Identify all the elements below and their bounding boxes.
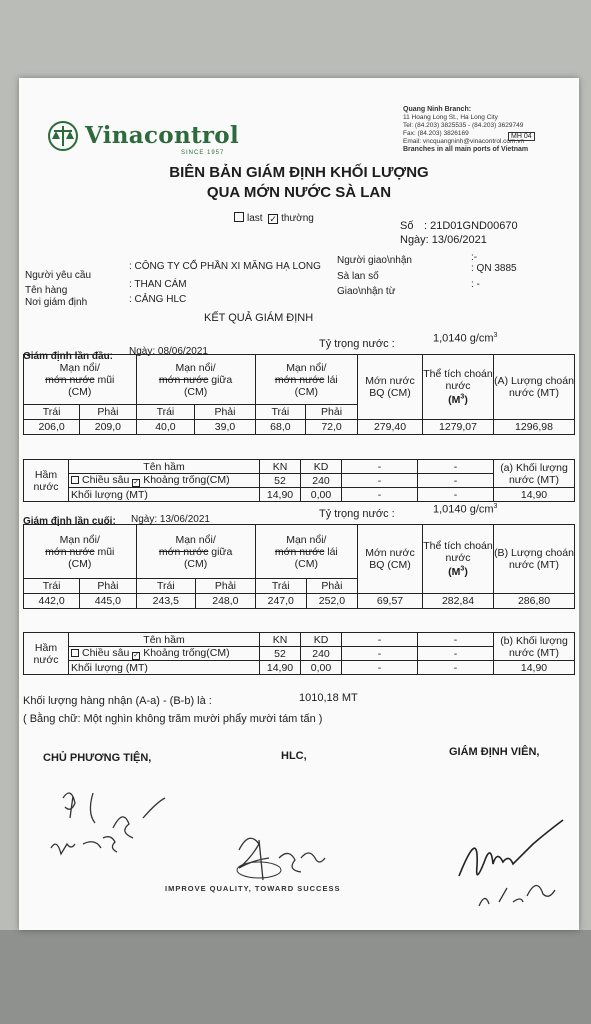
table-cell: 206,0 bbox=[24, 420, 80, 435]
slogan: IMPROVE QUALITY, TOWARD SUCCESS bbox=[165, 884, 341, 893]
table-cell: 240 bbox=[301, 647, 342, 661]
density-value-2: 1,0140 $g/cm^3$ bbox=[433, 503, 498, 516]
bow-header: Mạn nổi/ mớn nước mũi (CM) bbox=[24, 355, 137, 405]
from-label: Giao\nhận từ bbox=[337, 286, 396, 297]
hlc-signature-label: HLC, bbox=[281, 750, 307, 762]
tank-header: Hầm nước bbox=[24, 633, 69, 675]
branch-title: Quang Ninh Branch: bbox=[403, 106, 472, 113]
table-cell: - bbox=[342, 474, 418, 488]
place-value: : CẢNG HLC bbox=[129, 294, 187, 305]
table-cell: 52 bbox=[260, 474, 301, 488]
tank-name-header: Tên hầm bbox=[69, 460, 260, 474]
table-cell: 252,0 bbox=[306, 594, 357, 609]
owner-signature-label: CHỦ PHƯƠNG TIỆN, bbox=[43, 752, 152, 764]
table-cell: 39,0 bbox=[195, 420, 255, 435]
table-cell: - bbox=[342, 661, 418, 675]
survey-document bbox=[19, 78, 579, 930]
table-cell: 248,0 bbox=[196, 594, 256, 609]
requester-value: : CÔNG TY CỔ PHẦN XI MĂNG HẠ LONG bbox=[129, 261, 321, 272]
table-cell: 72,0 bbox=[306, 420, 358, 435]
left-label: Trái bbox=[136, 579, 196, 594]
branch-info bbox=[403, 106, 528, 154]
depth-gap-label: Chiều sâu ✓ Khoảng trống(CM) bbox=[69, 474, 260, 488]
brand-since: SINCE 1957 bbox=[181, 150, 225, 156]
table-cell: 243,5 bbox=[136, 594, 196, 609]
result-title: KẾT QUẢ GIÁM ĐỊNH bbox=[204, 312, 314, 324]
mass-label: Khối lượng (MT) bbox=[69, 661, 260, 675]
doc-code: MH 04 bbox=[508, 132, 535, 141]
displacement-a-header: (A) Lượng choán nước (MT) bbox=[494, 355, 575, 420]
option-last-label: last bbox=[247, 213, 263, 224]
water-a-label: (a) Khối lượng nước (MT) bbox=[494, 460, 575, 488]
table-cell: 0,00 bbox=[301, 488, 342, 502]
deliverer-value: :- bbox=[471, 252, 478, 263]
checkbox-normal[interactable]: ✓ bbox=[269, 214, 277, 224]
density-number: 1,0140 g/cm bbox=[433, 503, 494, 516]
right-label: Phải bbox=[306, 579, 357, 594]
table-cell: 68,0 bbox=[255, 420, 305, 435]
table-cell: 14,90 bbox=[260, 661, 301, 675]
table-cell: - bbox=[342, 460, 418, 474]
water-a-value: 14,90 bbox=[494, 488, 575, 502]
tank-header: Hầm nước bbox=[24, 460, 69, 502]
branch-line: Email: vncquangninh@vinacontrol.com.vn bbox=[403, 138, 525, 145]
table-cell: 247,0 bbox=[255, 594, 306, 609]
table-cell: 282,84 bbox=[423, 594, 494, 609]
right-label: Phải bbox=[196, 579, 256, 594]
table-cell: - bbox=[418, 633, 494, 647]
displacement-b-header: (B) Lượng choán nước (MT) bbox=[494, 525, 575, 594]
surveyor-signature-label: GIÁM ĐỊNH VIÊN, bbox=[449, 746, 540, 758]
last-survey-title: Giám định lần cuối: bbox=[23, 516, 116, 527]
cargo-value: 1010,18 MT bbox=[299, 692, 358, 704]
ballast-table-2 bbox=[23, 632, 575, 675]
ballast-table-1 bbox=[23, 459, 575, 502]
volume-header: Thể tích choán nước $(M^3)$ bbox=[423, 355, 494, 420]
goods-label: Tên hàng bbox=[25, 285, 68, 296]
table-cell: - bbox=[418, 661, 494, 675]
doc-subtitle: QUA MỚN NƯỚC SÀ LAN bbox=[206, 184, 392, 201]
table-cell: 52 bbox=[260, 647, 301, 661]
density-label-2: Tỷ trọng nước : bbox=[319, 508, 395, 520]
mid-header: Mạn nổi/ mớn nước giữa (CM) bbox=[136, 525, 255, 579]
right-label: Phải bbox=[80, 405, 136, 420]
kn-header: KN bbox=[260, 633, 301, 647]
option-normal-label: thường bbox=[281, 213, 314, 224]
branch-line: Branches in all main ports of Vietnam bbox=[403, 146, 529, 153]
scale-logo-icon bbox=[47, 120, 79, 152]
table-cell: 442,0 bbox=[24, 594, 80, 609]
kd-header: KD bbox=[301, 460, 342, 474]
right-label: Phải bbox=[306, 405, 358, 420]
report-date: Ngày: 13/06/2021 bbox=[400, 234, 487, 246]
left-label: Trái bbox=[255, 405, 305, 420]
table-cell: 209,0 bbox=[80, 420, 136, 435]
amount-in-words: ( Bằng chữ: Một nghìn không trăm mười phẩy mười tám tấn ) bbox=[23, 713, 323, 725]
avg-draft-header: Mớn nước BQ (CM) bbox=[358, 355, 423, 420]
table-cell: - bbox=[342, 647, 418, 661]
surveyor-signature bbox=[449, 816, 575, 916]
table-cell: 286,80 bbox=[494, 594, 575, 609]
first-survey-date: Ngày: 08/06/2021 bbox=[129, 346, 208, 357]
cargo-label: Khối lượng hàng nhận (A-a) - (B-b) là : bbox=[23, 695, 212, 707]
density-label: Tỷ trọng nước : bbox=[319, 338, 395, 350]
report-number-label: Số bbox=[400, 220, 414, 232]
table-cell: - bbox=[418, 488, 494, 502]
deliverer-label: Người giao\nhận bbox=[337, 255, 412, 266]
first-draft-table bbox=[23, 354, 575, 435]
left-label: Trái bbox=[136, 405, 195, 420]
first-survey-title: Giám định lần đầu: bbox=[23, 351, 114, 362]
barge-value: : QN 3885 bbox=[471, 263, 517, 274]
tank-name-header: Tên hầm bbox=[69, 633, 260, 647]
brand-name: Vinacontrol bbox=[85, 122, 239, 149]
kd-header: KD bbox=[301, 633, 342, 647]
table-cell: - bbox=[342, 488, 418, 502]
table-cell: - bbox=[418, 647, 494, 661]
branch-line: Tel: (84.203) 3825535 - (84.203) 3629749 bbox=[403, 122, 524, 129]
background-floor bbox=[0, 930, 591, 1024]
left-label: Trái bbox=[255, 579, 306, 594]
barge-label: Sà lan số bbox=[337, 271, 379, 282]
owner-signature bbox=[43, 778, 183, 873]
table-cell: 1279,07 bbox=[423, 420, 494, 435]
stern-header: Mạn nổi/ mớn nước lái (CM) bbox=[255, 525, 357, 579]
mid-header: Mạn nổi/ mớn nước giữa (CM) bbox=[136, 355, 255, 405]
report-number: : 21D01GND00670 bbox=[424, 220, 518, 232]
doc-title: BIÊN BẢN GIÁM ĐỊNH KHỐI LƯỢNG bbox=[169, 164, 429, 181]
branch-line: Fax: (84.203) 3826169 bbox=[403, 130, 469, 137]
goods-value: : THAN CÁM bbox=[129, 279, 187, 290]
last-survey-date: Ngày: 13/06/2021 bbox=[131, 514, 210, 525]
branch-line: 11 Hoang Long St., Ha Long City bbox=[403, 114, 498, 121]
table-cell: - bbox=[418, 474, 494, 488]
left-label: Trái bbox=[24, 405, 80, 420]
density-value: 1,0140 $g/cm^3$ bbox=[433, 332, 498, 345]
kn-header: KN bbox=[260, 460, 301, 474]
requester-label: Người yêu cầu bbox=[25, 270, 92, 281]
avg-draft-header: Mớn nước BQ (CM) bbox=[358, 525, 423, 594]
right-label: Phải bbox=[80, 579, 136, 594]
type-options bbox=[234, 212, 314, 224]
table-cell: 14,90 bbox=[260, 488, 301, 502]
table-cell: 445,0 bbox=[80, 594, 136, 609]
from-value: : - bbox=[471, 279, 480, 290]
bow-header: Mạn nổi/ mớn nước mũi (CM) bbox=[24, 525, 137, 579]
volume-header: Thể tích choán nước $(M^3)$ bbox=[423, 525, 494, 594]
table-cell: 40,0 bbox=[136, 420, 195, 435]
right-label: Phải bbox=[195, 405, 255, 420]
table-cell: 279,40 bbox=[358, 420, 423, 435]
water-b-value: 14,90 bbox=[494, 661, 575, 675]
table-cell: 69,57 bbox=[358, 594, 423, 609]
mass-label: Khối lượng (MT) bbox=[69, 488, 260, 502]
checkbox-last[interactable] bbox=[234, 212, 244, 222]
stern-header: Mạn nổi/ mớn nước lái (CM) bbox=[255, 355, 357, 405]
last-draft-table bbox=[23, 524, 575, 609]
table-cell: 240 bbox=[301, 474, 342, 488]
depth-gap-label: Chiều sâu ✓ Khoảng trống(CM) bbox=[69, 647, 260, 661]
left-label: Trái bbox=[24, 579, 80, 594]
table-cell: 1296,98 bbox=[494, 420, 575, 435]
density-number: 1,0140 g/cm bbox=[433, 332, 494, 345]
place-label: Nơi giám định bbox=[25, 297, 88, 308]
table-cell: 0,00 bbox=[301, 661, 342, 675]
table-cell: - bbox=[342, 633, 418, 647]
water-b-label: (b) Khối lượng nước (MT) bbox=[494, 633, 575, 661]
table-cell: - bbox=[418, 460, 494, 474]
